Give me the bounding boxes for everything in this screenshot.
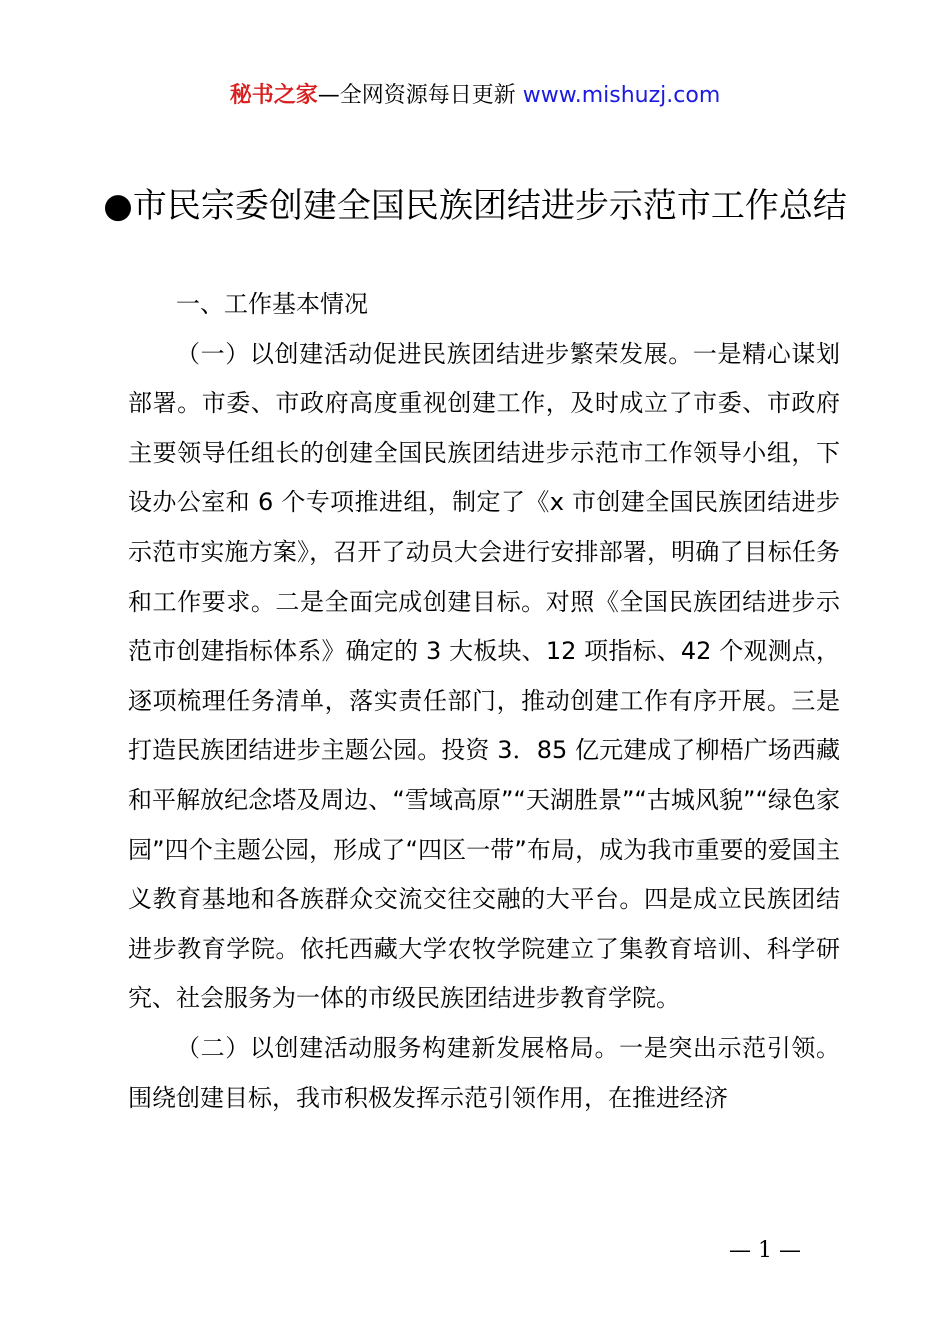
body-paragraph-2: （二）以创建活动服务构建新发展格局。一是突出示范引领。围绕创建目标，我市积极发挥示范引领作用，在推进经济 — [128, 1033, 840, 1112]
site-slogan: —全网资源每日更新 — [317, 83, 523, 108]
body-paragraph-1: （一）以创建活动促进民族团结进步繁荣发展。一是精心谋划部署。市委、市政府高度重视创建工作，及时成立了市委、市政府主要领导任组长的创建全国民族团结进步示范市工作领导小组，下设办公室和 6 个专项推进组，制定了《x 市创建全国民族团结进步示范市实施方案》，召开了动员大会进行安排部署，明确了目标任务和工作要求。二是全面完成创建目标。对照《全国民族团结进步示范市创建指标体系》确定的 3 大板块、12 项指标、42 个观测点，逐项梳理任务清单，落实责任部门，推动创建工作有序开展。三是打造民族团结进步主题公园。投资 3．85 亿元建成了柳梧广场西藏和平解放纪念塔及周边、“雪域高原”“天湖胜景”“古城风貌”“绿色家园”四个主题公园，形成了“四区一带”布局，成为我市重要的爱国主义教育基地和各族群众交流交往交融的大平台。四是成立民族团结进步教育学院。依托西藏大学农牧学院建立了集教育培训、科学研究、社会服务为一体的市级民族团结进步教育学院。 — [128, 339, 840, 1013]
document-body — [128, 280, 840, 1123]
site-brand: 秘书之家 — [229, 83, 318, 108]
document-title: ●市民宗委创建全国民族团结进步示范市工作总结 — [103, 186, 847, 226]
section-heading: 一、工作基本情况 — [176, 290, 368, 318]
page-number: — 1 — — [729, 1238, 801, 1263]
site-banner — [0, 80, 950, 112]
site-url-link[interactable]: www.mishuzj.com — [522, 83, 721, 108]
